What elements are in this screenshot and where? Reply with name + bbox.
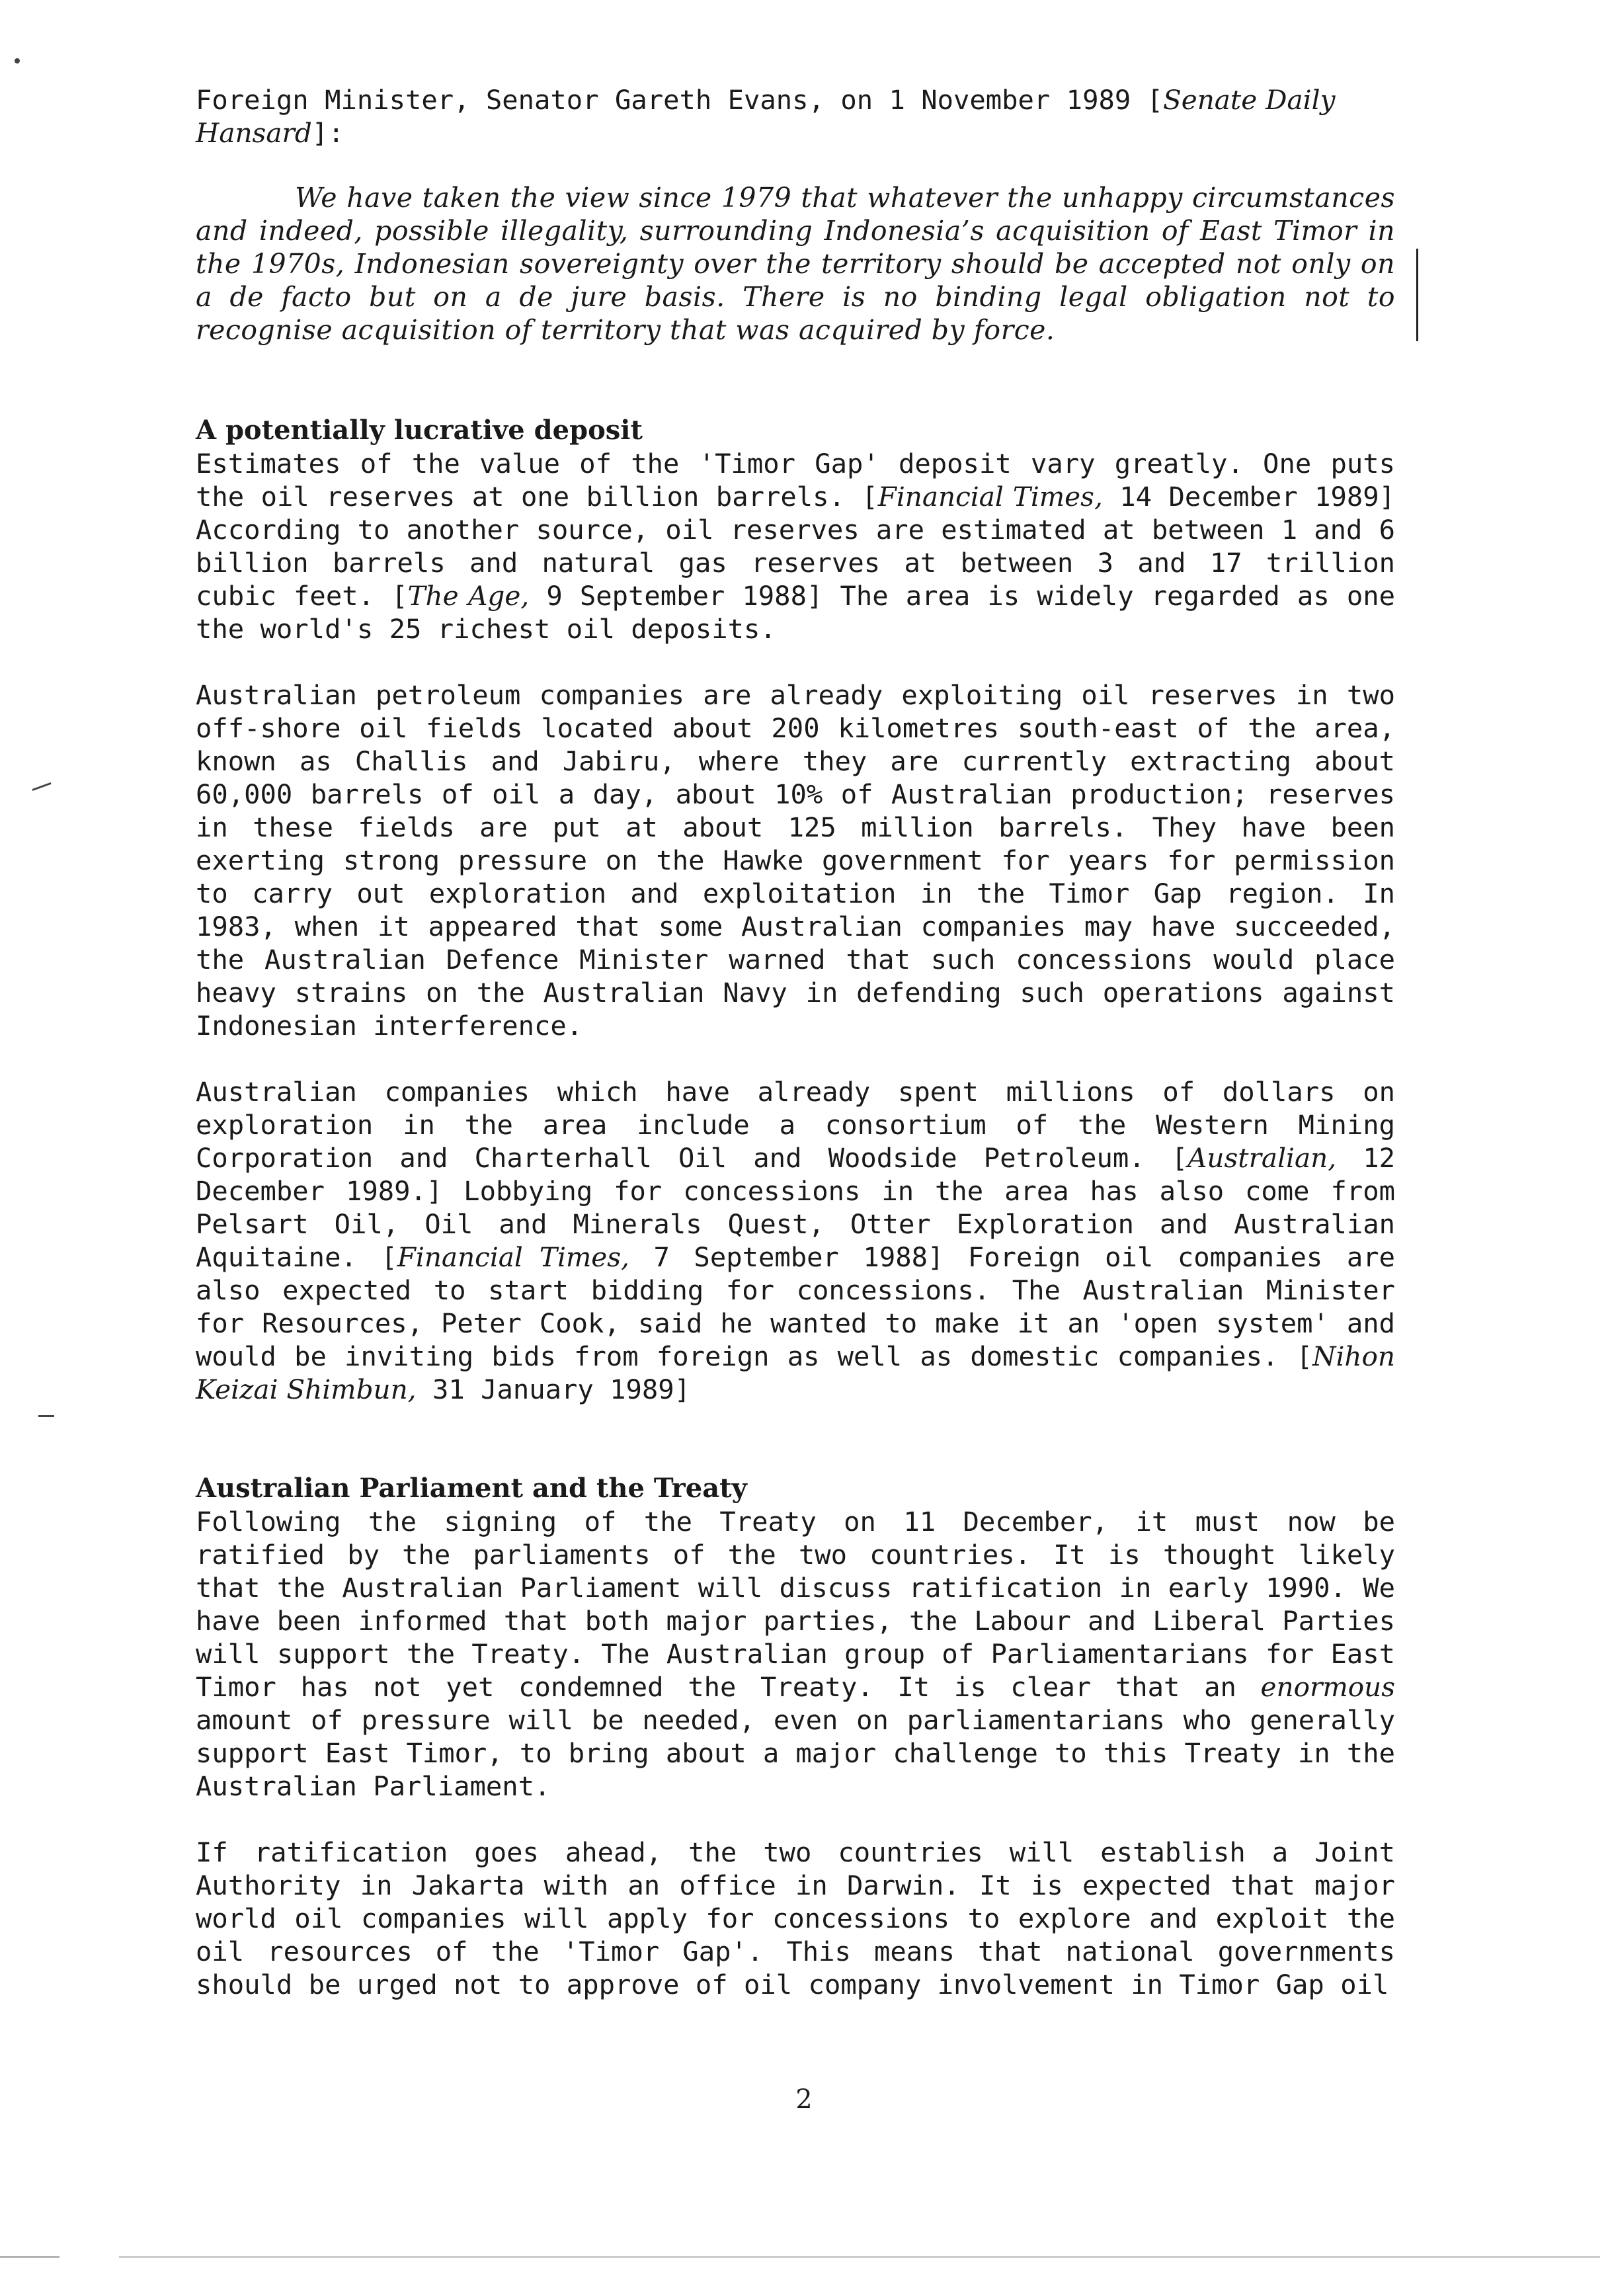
intro-paragraph [196, 83, 1395, 149]
scan-mark [15, 58, 20, 63]
source-citation: Nihon Keizai Shimbun, [196, 1340, 1395, 1405]
scan-mark [32, 782, 51, 791]
scan-mark [119, 2256, 1600, 2258]
source-citation: Australian, [1187, 1142, 1337, 1174]
deposit-paragraph-2: Australian petroleum companies are already exploiting oil reserves in two off-shore oil fields located about 200 kilometres south-east of the area, known as Challis and Jabiru, where they are currently extracting about 60,000 barrels of oil a day, about 10% of Australian production; reserves in these fields are put at about 125 million barrels. They have been exerting strong pressure on the Hawke government for years for permission to carry out exploration and exploitation in the Timor Gap region. In 1983, when it appeared that some Australian companies may have succeeded, the Australian Defence Minister warned that such concessions would place heavy strains on the Australian Navy in defending such operations against Indonesian interference. [196, 679, 1395, 1042]
section-heading-parliament: Australian Parliament and the Treaty [196, 1473, 747, 1504]
block-quote: We have taken the view since 1979 that whatever the unhappy circumstances and indeed, possible illegality, surrounding Indonesia’s acquisition of East Timor in the 1970s, Indonesian sovereignty over the territory should be accepted not only on a de facto but on a de jure basis. There is no binding legal obligation not to recognise acquisition of territory that was acquired by force. [196, 182, 1395, 346]
document-body [196, 83, 1395, 2001]
parliament-paragraph-2: If ratification goes ahead, the two countries will establish a Joint Authority in Jakarta with an office in Darwin. It is expected that major world oil companies will apply for concessions to explore and exploit the oil resources of the 'Timor Gap'. This means that national governments should be urged not to approve of oil company involvement in Timor Gap oil [196, 1836, 1395, 2000]
section-heading-deposit: A potentially lucrative deposit [196, 415, 643, 446]
scan-mark [38, 1415, 54, 1417]
parliament-paragraph-1: Following the signing of the Treaty on 11 December, it must now be ratified by the parliaments of the two countries. It is thought likely that the Australian Parliament will discuss ratification in early 1990. We have been informed that both major parties, the Labour and Liberal Parties will support the Treaty. The Australian group of Parliamentarians for East Timor has not yet condemned the Treaty. It is clear that an enormous amount of pressure will be needed, even on parliamentarians who generally support East Timor, to bring about a major challenge to this Treaty in the Australian Parliament. [196, 1506, 1395, 1802]
emphasis-text: enormous [1260, 1671, 1395, 1703]
page-number: 2 [795, 2084, 813, 2115]
intro-text: Foreign Minister, Senator Gareth Evans, on 1 November 1989 [ [196, 84, 1163, 116]
source-citation: Financial Times, [877, 481, 1103, 512]
deposit-paragraph-3: Australian companies which have already spent millions of dollars on exploration in the area include a consortium of the Western Mining Corporation and Charterhall Oil and Woodside Petroleum. [Australian, 12 December 1989.] Lobbying for concessions in the area has also come from Pelsart Oil, Oil and Minerals Quest, Otter Exploration and Australian Aquitaine. [Financial Times, 7 September 1988] Foreign oil companies are also expected to start bidding for concessions. The Australian Minister for Resources, Peter Cook, said he wanted to make it an 'open system' and would be inviting bids from foreign as well as domestic companies. [Nihon Keizai Shimbun, 31 January 1989] [196, 1076, 1395, 1405]
deposit-paragraph-1: Estimates of the value of the 'Timor Gap' deposit vary greatly. One puts the oil reserves at one billion barrels. [Financial Times, 14 December 1989] According to another source, oil reserves are estimated at between 1 and 6 billion barrels and natural gas reserves at between 3 and 17 trillion cubic feet. [The Age, 9 September 1988] The area is widely regarded as one the world's 25 richest oil deposits. [196, 448, 1395, 645]
source-citation: The Age, [407, 580, 530, 612]
source-citation: Senate Daily Hansard [196, 84, 1336, 149]
margin-bracket-mark [1416, 249, 1418, 341]
intro-text-end: ]: [311, 117, 344, 149]
scan-mark [0, 2256, 60, 2258]
source-citation: Financial Times, [397, 1241, 629, 1273]
